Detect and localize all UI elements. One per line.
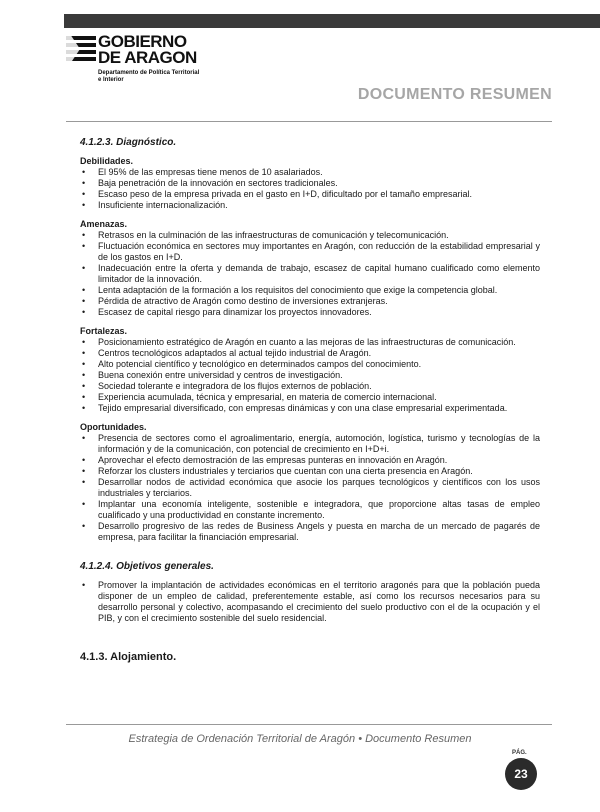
objetivos-heading: 4.1.2.4. Objetivos generales. bbox=[80, 561, 214, 572]
list-item: • Desarrollo progresivo de las redes de Business Angels y puesta en marcha de un mercado de pagarés de empresa, para facilitar la financiación empresarial. bbox=[80, 521, 540, 543]
list-item: • Escasez de capital riesgo para dinamizar los proyectos innovadores. bbox=[80, 307, 540, 318]
list-item: • Tejido empresarial diversificado, con empresas dinámicas y con una clase empresarial experimentada. bbox=[80, 403, 540, 414]
list-item: • Presencia de sectores como el agroalimentario, energía, automoción, logística, turismo y tecnologías de la información y de la comunicación, con potencial de crecimiento en I+D+i. bbox=[80, 433, 540, 455]
objetivos-list bbox=[80, 580, 540, 624]
group-heading: Fortalezas. bbox=[80, 326, 128, 336]
diagnostico-heading: 4.1.2.3. Diagnóstico. bbox=[80, 137, 177, 148]
bullet-list bbox=[80, 230, 540, 318]
group-heading: Amenazas. bbox=[80, 219, 128, 229]
list-item: • Insuficiente internacionalización. bbox=[80, 200, 540, 211]
list-item: • Pérdida de atractivo de Aragón como destino de inversiones extranjeras. bbox=[80, 296, 540, 307]
list-item: • Lenta adaptación de la formación a los requisitos del conocimiento que exige la competencia global. bbox=[80, 285, 540, 296]
logo-department-line1: Departamento de Política Territorial bbox=[98, 70, 200, 76]
page-label: PÁG. bbox=[512, 750, 527, 756]
logo-department-line2: e Interior bbox=[98, 77, 124, 83]
diagnostico-groups bbox=[80, 156, 540, 543]
logo-department bbox=[98, 70, 199, 84]
page-number-badge bbox=[505, 758, 537, 790]
logo bbox=[66, 32, 236, 96]
document-title: DOCUMENTO RESUMEN bbox=[357, 86, 552, 103]
list-item: • Posicionamiento estratégico de Aragón en cuanto a las mejoras de las infraestructuras de comunicación. bbox=[80, 337, 540, 348]
list-item: • Retrasos en la culminación de las infraestructuras de comunicación y telecomunicación. bbox=[80, 230, 540, 241]
page-number: 23 bbox=[514, 767, 528, 781]
page-content bbox=[80, 137, 540, 663]
list-item: • Escaso peso de la empresa privada en el gasto en I+D, dificultado por el tamaño empresarial. bbox=[80, 189, 540, 200]
bullet-list bbox=[80, 433, 540, 543]
list-item: • Sociedad tolerante e integradora de los flujos externos de población. bbox=[80, 381, 540, 392]
list-item: • Reforzar los clusters industriales y terciarios que cuentan con una cierta presencia en Aragón. bbox=[80, 466, 540, 477]
list-item: • Implantar una economía inteligente, sostenible e integradora, que proporcione altas tasas de empleo cualificado y una productividad en constante incremento. bbox=[80, 499, 540, 521]
bullet-list bbox=[80, 167, 540, 211]
alojamiento-heading: 4.1.3. Alojamiento. bbox=[80, 651, 177, 663]
bullet-list bbox=[80, 337, 540, 414]
list-item: • Experiencia acumulada, técnica y empresarial, en materia de comercio internacional. bbox=[80, 392, 540, 403]
list-item: • Baja penetración de la innovación en sectores tradicionales. bbox=[80, 178, 540, 189]
aragon-logo-mark bbox=[66, 34, 96, 64]
logo-text-line2: DE ARAGON bbox=[98, 48, 197, 67]
group-heading: Oportunidades. bbox=[80, 422, 147, 432]
list-item: • Desarrollar nodos de actividad económica que asocie los parques tecnológicos y científicos con los usos industriales y terciarios. bbox=[80, 477, 540, 499]
list-item: • El 95% de las empresas tiene menos de 10 asalariados. bbox=[80, 167, 540, 178]
header-divider bbox=[66, 121, 552, 122]
list-item: • Centros tecnológicos adaptados al actual tejido industrial de Aragón. bbox=[80, 348, 540, 359]
list-item: • Promover la implantación de actividades económicas en el territorio aragonés para que la población pueda disponer de un empleo de calidad, preferentemente estable, así como los recursos necesarios para su desarrollo personal y colectivo, acompasando el crecimiento del suelo productivo con el de la ocupación y el PIB, y con el crecimiento sostenible del suelo residencial. bbox=[80, 580, 540, 624]
list-item: • Inadecuación entre la oferta y demanda de trabajo, escasez de capital humano cualificado como elemento limitador de la innovación. bbox=[80, 263, 540, 285]
list-item: • Fluctuación económica en sectores muy importantes en Aragón, con reducción de la estabilidad empresarial y de los gastos en I+D. bbox=[80, 241, 540, 263]
footer-text: Estrategia de Ordenación Territorial de Aragón • Documento Resumen bbox=[128, 733, 472, 745]
header-bar bbox=[64, 14, 600, 28]
list-item: • Aprovechar el efecto demostración de las empresas punteras en innovación en Aragón. bbox=[80, 455, 540, 466]
logo-text-line1: GOBIERNO bbox=[98, 32, 187, 51]
group-heading: Debilidades. bbox=[80, 156, 134, 166]
list-item: • Buena conexión entre universidad y centros de investigación. bbox=[80, 370, 540, 381]
list-item: • Alto potencial científico y tecnológico en determinados campos del conocimiento. bbox=[80, 359, 540, 370]
footer-divider bbox=[66, 724, 552, 725]
